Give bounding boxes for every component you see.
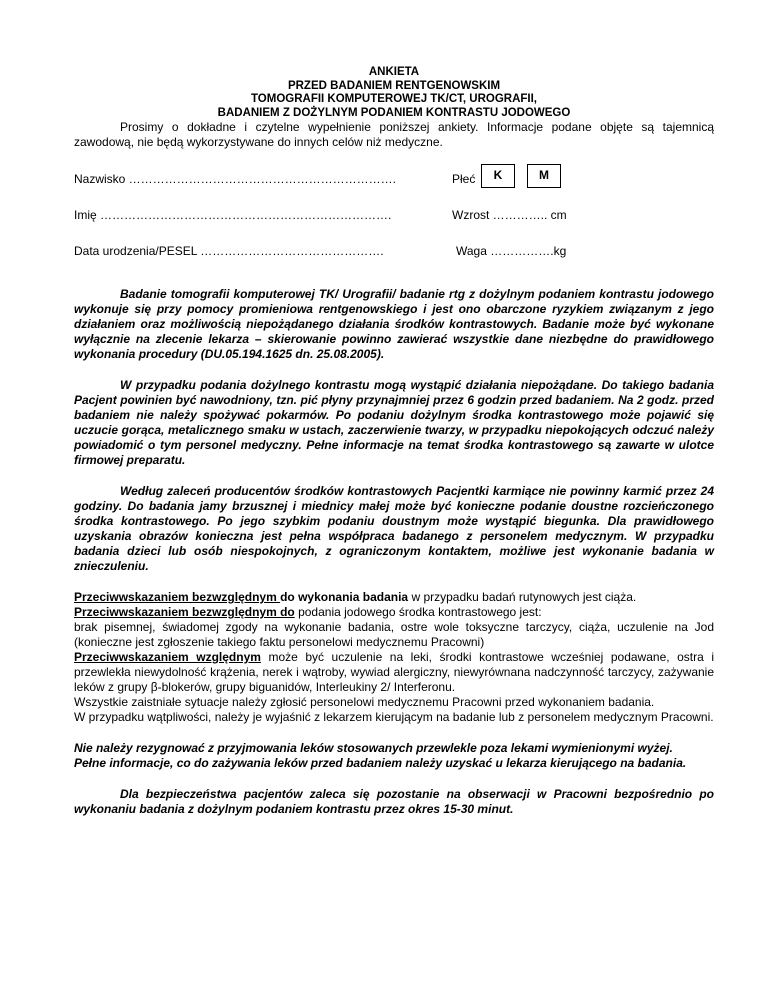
contrast-side-effects-paragraph: W przypadku podania dożylnego kontrastu mogą wystąpić działania niepożądane. Do takiego badania Pacjent powinien być nawodniony, tzn. pić płyny przynajmniej przez 6 godzin przed badaniem. Na 2 godz. przed badaniem nie należy spożywać pokarmów. Po podaniu dożylnym środka kontrastowego może pojawić się uczucie gorąca, metalicznego smaku w ustach, zaczerwienie twarzy, w przypadku niepokojących odczuć należy powiadomić o tym personel medyczny. Pełne informacje na temat środka kontrastowego są zawarte w ulotce firmowej preparatu. <box>74 378 714 467</box>
document-page <box>74 66 714 817</box>
contraindications-section <box>74 590 714 725</box>
title-line-3: TOMOGRAFII KOMPUTEROWEJ TK/CT, UROGRAFII, <box>250 93 537 105</box>
absolute-contraindication-list: brak pisemnej, świadomej zgody na wykonanie badania, ostre wole toksyczne tarczycy, ciąża, uczulenie na Jod (konieczne jest zgłoszenie takiego faktu personelowi medycznemu Pracowni) <box>74 620 714 649</box>
weight-field[interactable]: Waga …………….kg <box>456 244 567 258</box>
title-line-1: ANKIETA <box>368 66 420 78</box>
medications-section <box>74 741 714 771</box>
manufacturer-recommendations-paragraph: Według zaleceń producentów środków kontrastowych Pacjentki karmiące nie powinny karmić przez 24 godziny. Do badania jamy brzusznej i miednicy małej może być konieczne podanie doustne rozcieńczonego środka kontrastowego. Po jego szybkim podaniu doustnym może wystąpić biegunka. Dla prawidłowego uzyskania obrazów konieczna jest pełna współpraca badanego z personelem medycznym. W przypadku badania dzieci lub osób niespokojnych, z ograniczonym kontaktem, możliwe jest wykonanie badania w znieczuleniu. <box>74 484 714 573</box>
safety-observation-paragraph: Dla bezpieczeństwa pacjentów zaleca się pozostanie na obserwacji w Pracowni bezpośrednio po wykonaniu badania z dożylnym podaniem kontrastu przez okres 15-30 minut. <box>74 787 714 816</box>
title-line-4: BADANIEM Z DOŻYLNYM PODANIEM KONTRASTU JODOWEGO <box>217 106 571 119</box>
medications-note-1: Nie należy rezygnować z przyjmowania leków stosowanych przewlekle poza lekami wymienionymi wyżej. <box>74 741 673 755</box>
row-name-height <box>74 208 714 230</box>
report-note: Wszystkie zaistniałe sytuacje należy zgłosić personelowi medycznemu Pracowni przed wykonaniem badania. <box>74 695 655 709</box>
title-line-2: PRZED BADANIEM RENTGENOWSKIM <box>287 79 501 92</box>
sex-label: Płeć <box>452 172 476 186</box>
doubt-note: W przypadku wątpliwości, należy je wyjaśnić z lekarzem kierującym na badanie lub z personelem medycznym Pracowni. <box>74 710 714 724</box>
first-name-field[interactable]: Imię ………………………………………………………………. <box>74 208 392 222</box>
absolute-contraindication-exam: Przeciwwskazaniem bezwzględnym do wykonania badania w przypadku badań rutynowych jest ciąża. <box>74 590 637 604</box>
relative-contraindication: Przeciwwskazaniem względnym może być uczulenie na leki, środki kontrastowe wcześniej podawane, ostra i przewlekła niewydolność krążenia, nerek i wątroby, wywiad alergiczny, niewyrównana nadczynność tarczycy, zażywanie leków z grupy β-blokerów, grupy biguanidów, Interleukiny 2/ Interferonu. <box>74 650 714 694</box>
birth-date-pesel-field[interactable]: Data urodzenia/PESEL ………………………………………. <box>74 244 384 258</box>
height-field[interactable]: Wzrost ………….. cm <box>452 208 567 222</box>
exam-info-paragraph: Badanie tomografii komputerowej TK/ Urografii/ badanie rtg z dożylnym podaniem kontrastu jodowego wykonuje się przy pomocy promieniowa rentgenowskiego i jest ono obarczone ryzykiem związanym z jego działaniem oraz możliwością niepożądanego działania środków kontrastowych. Badanie może być wykonane wyłącznie na zlecenie lekarza – skierowanie powinno zawierać wszystkie dane niezbędne do prawidłowego wykonania procedury (DU.05.194.1625 dn. 25.08.2005). <box>74 287 714 361</box>
surname-field[interactable]: Nazwisko …………………………………………………………. <box>74 172 397 186</box>
sex-option-m[interactable]: M <box>527 164 561 188</box>
row-birth-weight <box>74 244 714 266</box>
row-surname-sex <box>74 168 714 194</box>
absolute-contraindication-iodine: Przeciwwskazaniem bezwzględnym do podania jodowego środka kontrastowego jest: <box>74 605 542 619</box>
document-title <box>74 66 714 120</box>
intro-paragraph: Prosimy o dokładne i czytelne wypełnienie poniższej ankiety. Informacje podane objęte są tajemnicą zawodową, nie będą wykorzystywane do innych celów niż medyczne. <box>74 120 714 149</box>
medications-note-2: Pełne informacje, co do zażywania leków przed badaniem należy uzyskać u lekarza kierującego na badania. <box>74 756 687 770</box>
sex-option-k[interactable]: K <box>481 164 515 188</box>
personal-data-form <box>74 168 714 266</box>
